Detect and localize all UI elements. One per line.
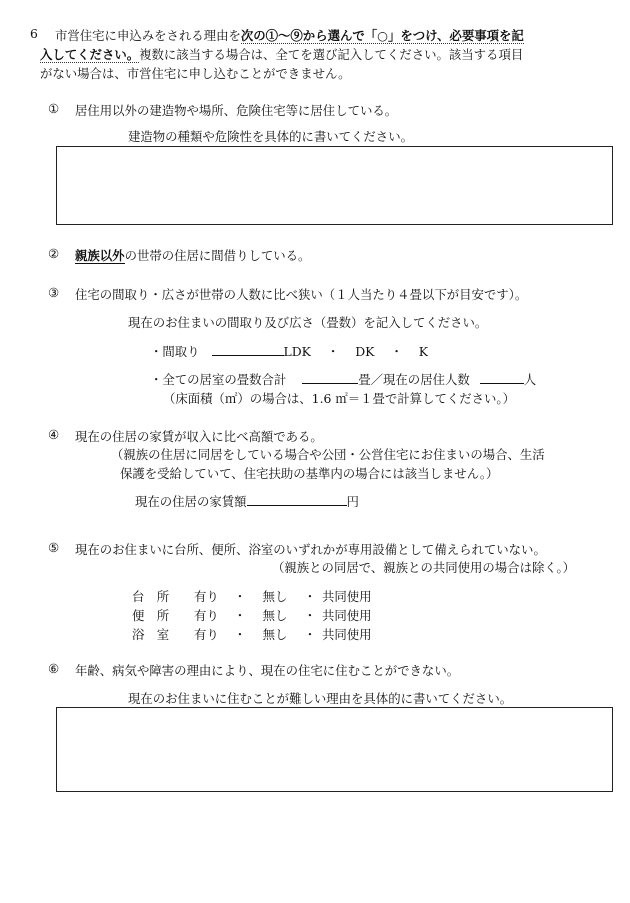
q1-instruction: 建造物の種類や危険性を具体的に書いてください。 — [128, 129, 413, 144]
section-intro-line3: がない場合は、市営住宅に申し込むことができません。 — [40, 66, 351, 81]
facility-label: 浴 室 — [132, 627, 170, 642]
rent-label: 現在の住居の家賃額 — [135, 494, 247, 509]
q4-note-line2: 保護を受給していて、住宅扶助の基準内の場合には該当しません。） — [120, 466, 499, 481]
q5-note: （親族との同居で、親族との共同使用の場合は除く。） — [272, 560, 576, 575]
option-yes[interactable]: 有り — [194, 608, 219, 623]
q3-tatami-row — [150, 370, 536, 388]
dk-label: DK — [355, 344, 375, 359]
option-separator: ・ — [233, 627, 247, 642]
rent-unit: 円 — [346, 494, 359, 509]
q3-instruction: 現在のお住まいの間取り及び広さ（畳数）を記入してください。 — [128, 315, 488, 330]
q1-text: 居住用以外の建造物や場所、危険住宅等に居住している。 — [75, 103, 398, 118]
option-separator: ・ — [303, 627, 317, 642]
q6-number[interactable]: ⑥ — [48, 661, 60, 676]
q5-number[interactable]: ⑤ — [48, 540, 60, 555]
people-field[interactable] — [480, 370, 524, 384]
section-number: 6 — [30, 26, 38, 41]
tatami-label: ・全ての居室の畳数合計 — [150, 372, 287, 387]
q5-text: 現在のお住まいに台所、便所、浴室のいずれかが専用設備として備えられていない。 — [75, 542, 546, 557]
people-unit: 人 — [523, 372, 537, 387]
facility-label: 便 所 — [132, 608, 170, 623]
q3-layout-row — [150, 342, 428, 360]
facility-label: 台 所 — [132, 589, 170, 604]
option-separator: ・ — [303, 589, 317, 604]
k-label: K — [418, 344, 428, 359]
layout-label: ・間取り — [150, 344, 200, 359]
dot-separator: ・ — [390, 344, 403, 359]
option-separator: ・ — [303, 608, 317, 623]
q2-line — [75, 246, 310, 264]
tatami-unit: 畳／現在の居住人数 — [358, 372, 470, 387]
q5-facility-row-bath — [132, 625, 372, 643]
q6-text: 年齢、病気や障害の理由により、現在の住宅に住むことができない。 — [75, 663, 460, 678]
intro-text: 市営住宅に申込みをされる理由を — [55, 28, 241, 43]
option-shared[interactable]: 共同使用 — [322, 608, 372, 623]
q4-text: 現在の住居の家賃が収入に比べ高額である。 — [75, 429, 323, 444]
intro-emphasis: 次の①～⑨から選んで「○」をつけ、必要事項を記 — [240, 28, 524, 43]
q2-emphasis: 親族以外 — [75, 248, 125, 263]
q2-number[interactable]: ② — [48, 246, 60, 261]
option-yes[interactable]: 有り — [194, 589, 219, 604]
option-separator: ・ — [233, 608, 247, 623]
q3-note: （床面積（㎡）の場合は、1.6 ㎡＝１畳で計算してください。） — [163, 391, 515, 406]
q5-facility-row-toilet — [132, 606, 372, 624]
section-intro-line1 — [55, 26, 524, 44]
q5-facility-row-kitchen — [132, 587, 372, 605]
intro-text-2: 複数に該当する場合は、全てを選び記入してください。該当する項目 — [139, 47, 524, 62]
tatami-field[interactable] — [302, 370, 358, 384]
layout-rooms-field[interactable] — [212, 342, 284, 356]
option-yes[interactable]: 有り — [194, 627, 219, 642]
q6-answer-box[interactable] — [56, 707, 613, 792]
option-shared[interactable]: 共同使用 — [322, 589, 372, 604]
q2-text: の世帯の住居に間借りしている。 — [124, 248, 311, 263]
q4-rent-row — [135, 492, 359, 510]
option-separator: ・ — [233, 589, 247, 604]
q1-answer-box[interactable] — [56, 146, 613, 225]
ldk-label: LDK — [283, 344, 311, 359]
dot-separator: ・ — [326, 344, 340, 359]
option-shared[interactable]: 共同使用 — [322, 627, 372, 642]
q6-instruction: 現在のお住まいに住むことが難しい理由を具体的に書いてください。 — [128, 691, 513, 706]
q4-number[interactable]: ④ — [48, 427, 60, 442]
q3-number[interactable]: ③ — [48, 285, 60, 300]
intro-emphasis-2: 入してください。 — [40, 47, 140, 62]
q1-number[interactable]: ① — [48, 101, 60, 116]
rent-field[interactable] — [247, 492, 347, 506]
option-no[interactable]: 無し — [262, 608, 288, 623]
q4-note-line1: （親族の住居に同居をしている場合や公団・公営住宅にお住まいの場合、生活 — [111, 447, 545, 462]
option-no[interactable]: 無し — [262, 589, 288, 604]
option-no[interactable]: 無し — [262, 627, 288, 642]
section-intro-line2 — [40, 45, 523, 63]
q3-text: 住宅の間取り・広さが世帯の人数に比べ狭い（１人当たり４畳以下が目安です）。 — [75, 287, 528, 302]
